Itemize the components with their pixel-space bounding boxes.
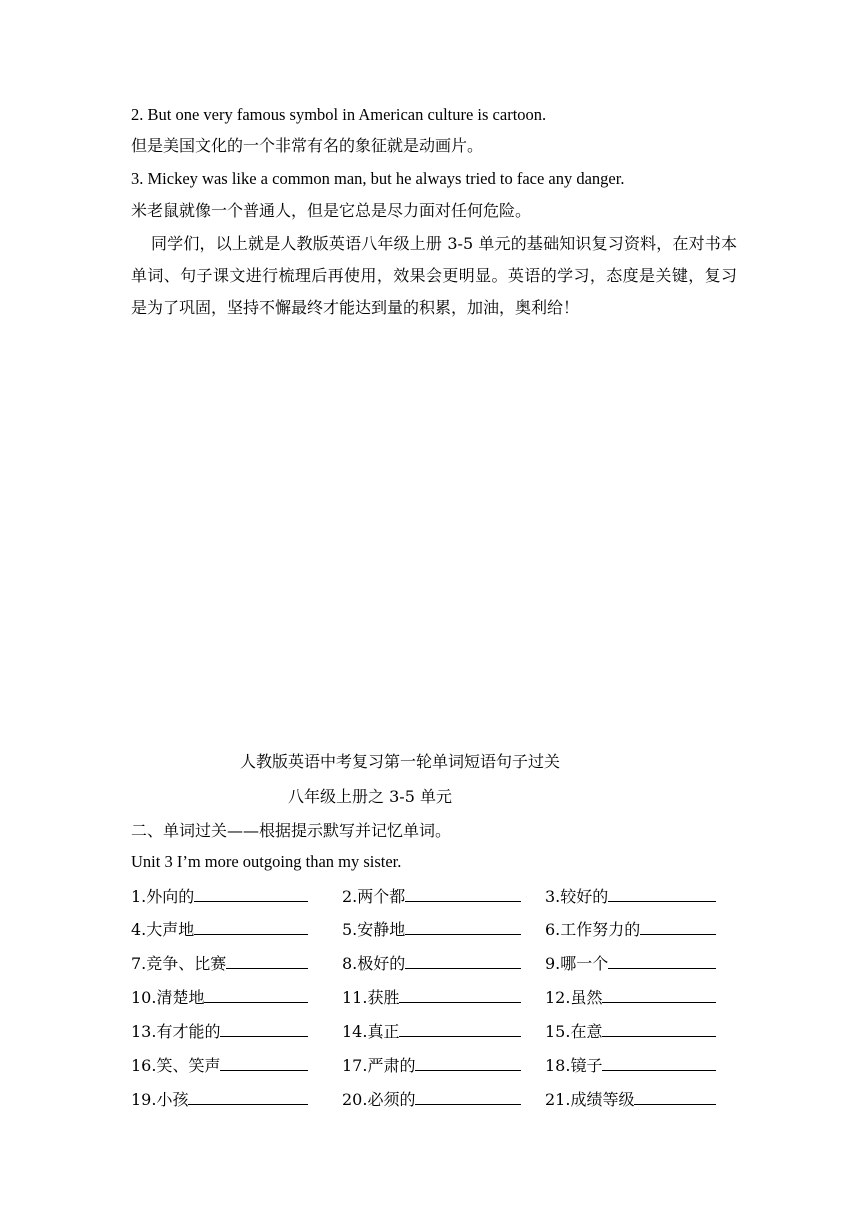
answer-blank[interactable] [194, 884, 308, 902]
vocab-item [342, 951, 521, 974]
vocab-prompt: 11.获胜 [342, 988, 400, 1007]
vocab-prompt: 4.大声地 [131, 920, 195, 939]
answer-blank[interactable] [220, 1019, 308, 1037]
vocab-prompt: 3.较好的 [545, 887, 609, 906]
unit-heading: Unit 3 I’m more outgoing than my sister. [131, 852, 402, 871]
vocab-prompt: 14.真正 [342, 1022, 400, 1041]
answer-blank[interactable] [608, 951, 716, 969]
answer-blank[interactable] [634, 1087, 716, 1105]
sentence-3-english: 3. Mickey was like a common man, but he always tried to face any danger. [131, 169, 625, 188]
vocab-prompt: 12.虽然 [545, 988, 603, 1007]
worksheet-subtitle: 八年级上册之 3-5 单元 [288, 787, 452, 806]
vocab-item [131, 1053, 308, 1076]
answer-blank[interactable] [399, 985, 521, 1003]
answer-blank[interactable] [220, 1053, 308, 1071]
vocab-item [131, 985, 308, 1008]
vocab-prompt: 13.有才能的 [131, 1022, 221, 1041]
vocab-prompt: 8.极好的 [342, 954, 406, 973]
vocab-prompt: 6.工作努力的 [545, 920, 641, 939]
vocab-item [131, 1019, 308, 1042]
answer-blank[interactable] [415, 1053, 521, 1071]
answer-blank[interactable] [188, 1087, 308, 1105]
vocab-prompt: 16.笑、笑声 [131, 1056, 221, 1075]
vocab-item [342, 1087, 521, 1110]
answer-blank[interactable] [204, 985, 308, 1003]
vocab-item [545, 985, 716, 1008]
answer-blank[interactable] [602, 985, 716, 1003]
vocab-item [545, 1019, 716, 1042]
answer-blank[interactable] [602, 1053, 716, 1071]
vocab-item [342, 917, 521, 940]
vocab-item [545, 1087, 716, 1110]
vocab-item [342, 884, 521, 907]
vocab-item [545, 917, 716, 940]
vocab-prompt: 10.清楚地 [131, 988, 205, 1007]
vocab-item [131, 917, 308, 940]
answer-blank[interactable] [640, 917, 716, 935]
vocab-item [342, 1019, 521, 1042]
vocab-item [131, 1087, 308, 1110]
vocab-item [342, 985, 521, 1008]
vocab-prompt: 20.必须的 [342, 1090, 416, 1109]
answer-blank[interactable] [602, 1019, 716, 1037]
vocab-item [545, 1053, 716, 1076]
sentence-2-english: 2. But one very famous symbol in American culture is cartoon. [131, 105, 547, 124]
answer-blank[interactable] [405, 884, 521, 902]
vocab-prompt: 9.哪一个 [545, 954, 609, 973]
sentence-3-chinese: 米老鼠就像一个普通人，但是它总是尽力面对任何危险。 [131, 201, 532, 220]
section-heading: 二、单词过关——根据提示默写并记忆单词。 [131, 821, 452, 840]
vocab-prompt: 19.小孩 [131, 1090, 189, 1109]
vocab-prompt: 15.在意 [545, 1022, 603, 1041]
vocab-item [131, 951, 308, 974]
vocab-prompt: 21.成绩等级 [545, 1090, 635, 1109]
vocab-prompt: 17.严肃的 [342, 1056, 416, 1075]
answer-blank[interactable] [405, 917, 521, 935]
vocab-prompt: 5.安静地 [342, 920, 406, 939]
vocab-prompt: 7.竞争、比赛 [131, 954, 227, 973]
sentence-2-chinese: 但是美国文化的一个非常有名的象征就是动画片。 [131, 136, 484, 155]
answer-blank[interactable] [415, 1087, 521, 1105]
worksheet-title: 人教版英语中考复习第一轮单词短语句子过关 [239, 752, 560, 771]
vocab-prompt: 18.镜子 [545, 1056, 603, 1075]
answer-blank[interactable] [608, 884, 716, 902]
answer-blank[interactable] [405, 951, 521, 969]
closing-paragraph: 同学们，以上就是人教版英语八年级上册 3-5 单元的基础知识复习资料，在对书本单词、句子课文进行梳理后再使用，效果会更明显。英语的学习，态度是关键，复习是为了巩固，坚持不懈最终才能达到量的积累，加油，奥利给！ [131, 234, 737, 317]
vocab-item [131, 884, 308, 907]
vocab-item [545, 951, 716, 974]
answer-blank[interactable] [194, 917, 308, 935]
vocab-prompt: 1.外向的 [131, 887, 195, 906]
answer-blank[interactable] [226, 951, 308, 969]
vocab-item [545, 884, 716, 907]
vocab-item [342, 1053, 521, 1076]
vocab-prompt: 2.两个都 [342, 887, 406, 906]
answer-blank[interactable] [399, 1019, 521, 1037]
